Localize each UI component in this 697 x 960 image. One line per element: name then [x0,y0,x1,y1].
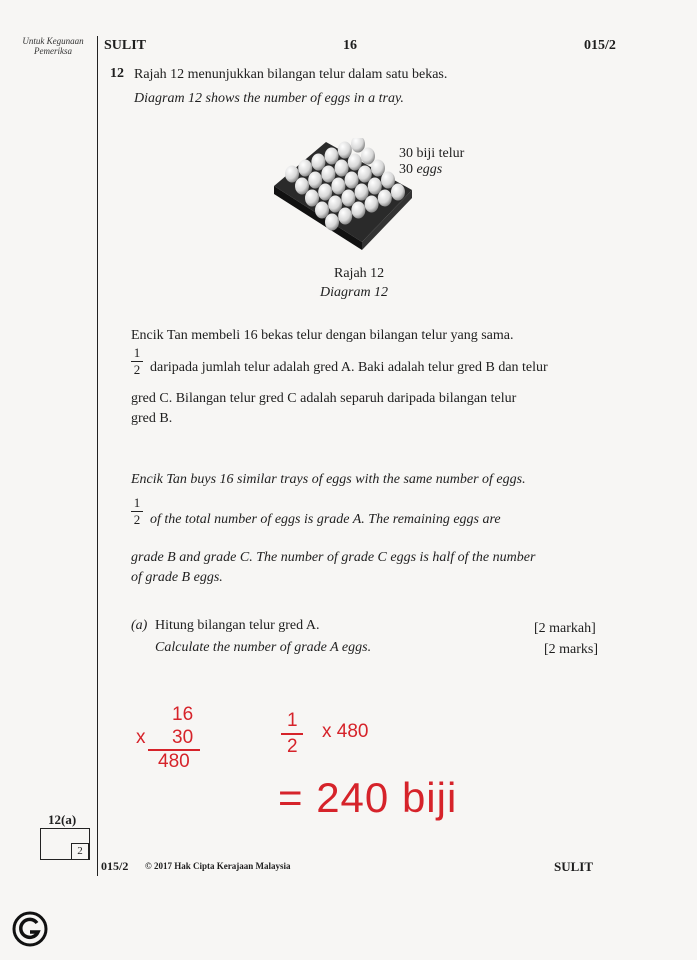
handwritten-multiplicand: 16 [172,704,194,725]
egg [365,196,379,213]
egg [285,166,299,183]
marks-malay: [2 markah] [534,621,596,636]
footer-sulit: SULIT [554,859,594,874]
handwritten-product: 480 [158,751,190,772]
paragraph-english-line4: of grade B eggs. [131,570,223,585]
egg [338,208,352,225]
egg [381,172,395,189]
handwritten-answer: = 240 biji [278,774,458,821]
paragraph-english-line2: of the total number of eggs is grade A. The remaining eggs are [150,512,501,527]
paragraph-malay-line4: gred B. [131,411,173,426]
egg [328,196,342,213]
handwritten-multiplier: 30 [172,727,194,748]
margin-divider [97,36,98,876]
egg [361,148,375,165]
paragraph-malay-line2: daripada jumlah telur adalah gred A. Baki adalah telur gred B dan telur [150,360,548,375]
egg [351,202,365,219]
fraction-half-malay [131,346,143,377]
egg [311,154,325,171]
score-box-max: 2 [71,843,89,860]
egg [318,184,332,201]
egg [305,190,319,207]
paragraph-malay-line1: Encik Tan membeli 16 bekas telur dengan bilangan telur yang sama. [131,328,514,343]
fraction-denominator: 2 [133,512,141,527]
egg [331,178,345,195]
part-a-english: Calculate the number of grade A eggs. [155,640,372,655]
tray-label-english [399,162,442,178]
header-sulit: SULIT [104,38,147,53]
handwritten-times-480: x 480 [322,721,369,742]
question-number: 12 [110,66,124,81]
footer-code: 015/2 [101,859,129,873]
footer-copyright: © 2017 Hak Cipta Kerajaan Malaysia [145,861,291,871]
score-box-label: 12(a) [48,812,77,827]
paragraph-english-line1: Encik Tan buys 16 similar trays of eggs with the same number of eggs. [131,472,526,487]
paper-code: 015/2 [584,38,616,53]
egg [325,148,339,165]
egg [298,160,312,177]
egg [391,184,405,201]
egg [295,178,309,195]
egg [358,166,372,183]
egg [308,172,322,189]
tray-label-english-number: 30 [399,162,413,177]
paragraph-malay-line3: gred C. Bilangan telur gred C adalah separuh daripada bilangan telur [131,391,517,406]
handwritten-fraction-bar [281,733,303,735]
paragraph-english-line3: grade B and grade C. The number of grade C eggs is half of the number [131,550,536,565]
tray-label-malay: 30 biji telur [399,146,465,161]
egg [348,154,362,171]
diagram-caption-english: Diagram 12 [320,285,389,300]
diagram-caption-malay: Rajah 12 [334,266,385,281]
egg [378,190,392,207]
tray-label-english-word: eggs [416,162,443,177]
egg [371,160,385,177]
marks-english: [2 marks] [544,642,599,657]
intro-english: Diagram 12 shows the number of eggs in a tray. [134,91,404,106]
part-a-malay: Hitung bilangan telur gred A. [155,618,320,633]
fraction-half-english [131,496,143,527]
fraction-numerator: 1 [133,345,141,360]
egg [341,190,355,207]
egg [321,166,335,183]
handwritten-fraction-numerator: 1 [287,710,298,731]
examiner-margin-note: Untuk Kegunaan Pemeriksa [22,36,84,56]
fraction-numerator: 1 [133,495,141,510]
egg-tray-diagram [262,138,414,250]
handwritten-times-sign: x [136,727,146,748]
watermark-logo-icon [12,911,48,947]
page-number: 16 [343,38,357,53]
intro-malay: Rajah 12 menunjukkan bilangan telur dalam satu bekas. [134,67,448,82]
egg [335,160,349,177]
egg [325,214,339,231]
egg [355,184,369,201]
handwritten-fraction-denominator: 2 [287,736,298,757]
fraction-denominator: 2 [133,362,141,377]
egg [368,178,382,195]
part-a-label: (a) [131,618,148,633]
egg [345,172,359,189]
egg [338,142,352,159]
egg [315,202,329,219]
